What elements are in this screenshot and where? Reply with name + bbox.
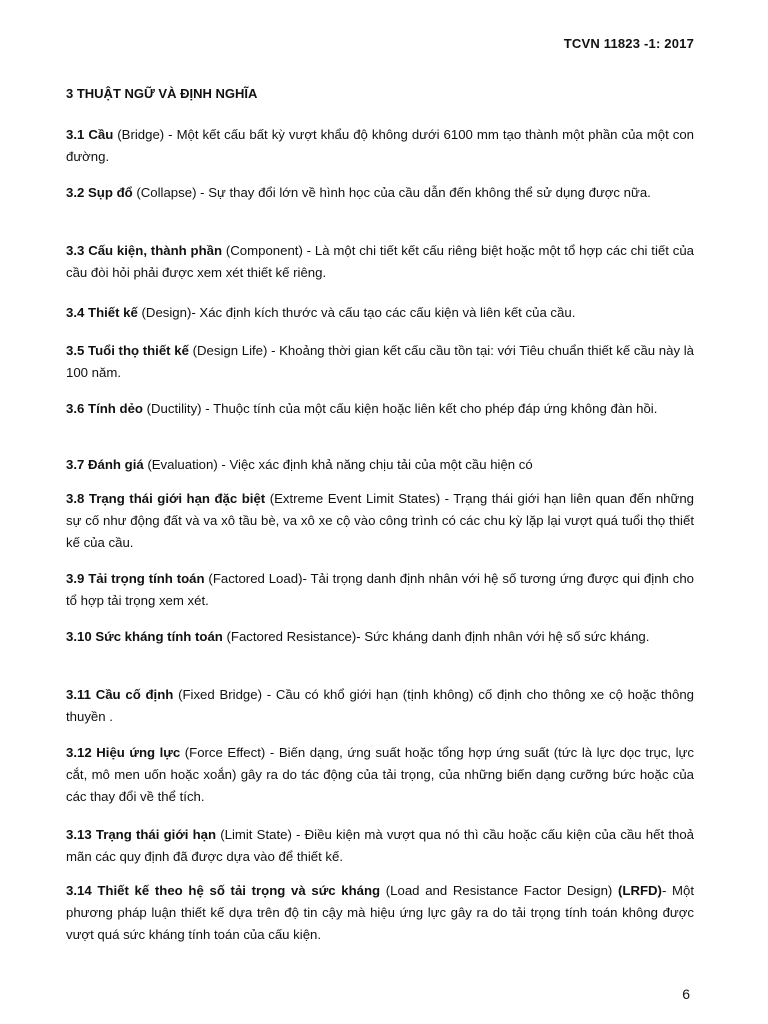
term-3-9	[66, 568, 694, 612]
term-name-vn: Thiết kế theo hệ số tải trọng và sức kháng	[97, 883, 381, 898]
term-name-vn: Tuổi thọ thiết kế	[88, 343, 189, 358]
term-definition: Điều kiện mà vượt qua nó thì cầu hoặc cấu kiện của cầu hết thoả mãn các quy định đã được dựa vào để thiết kế.	[66, 827, 694, 864]
term-name-en: (Evaluation) -	[143, 457, 230, 472]
term-name-en: (Force Effect) -	[180, 745, 279, 760]
term-definition: Cầu có khổ giới hạn (tịnh không) cố định cho thông xe cộ hoặc thông thuyền .	[66, 687, 695, 724]
term-name-en: (Fixed Bridge) -	[173, 687, 276, 702]
term-name-en: (Factored Resistance)-	[222, 629, 365, 644]
term-definition: Thuộc tính của một cấu kiện hoặc liên kết cho phép đáp ứng không đàn hồi.	[213, 401, 658, 416]
term-definition: Sức kháng danh định nhân với hệ số sức kháng.	[364, 629, 650, 644]
term-number: 3.7	[66, 457, 85, 472]
term-name-en: (Factored Load)-	[204, 571, 311, 586]
term-definition: Là một chi tiết kết cấu riêng biệt hoặc một tổ hợp các chi tiết của cầu đòi hỏi phải được xem xét thiết kế riêng.	[66, 243, 694, 280]
term-number: 3.3	[66, 243, 85, 258]
term-name-en: (Load and Resistance Factor Design)	[380, 883, 618, 898]
term-3-14	[66, 880, 694, 946]
term-name-vn: Sụp đổ	[88, 185, 133, 200]
term-name-en: (Design Life) -	[188, 343, 280, 358]
term-definition: Việc xác định khả năng chịu tải của một cầu hiện có	[229, 457, 533, 472]
term-number: 3.12	[66, 745, 92, 760]
term-name-en: (Extreme Event Limit States) -	[265, 491, 454, 506]
term-name-vn: Sức kháng tính toán	[95, 629, 223, 644]
term-number: 3.9	[66, 571, 85, 586]
term-3-3	[66, 240, 694, 284]
term-definition: Tải trọng danh định nhân với hệ số tương ứng được qui định cho tổ hợp tải trọng xem xét.	[66, 571, 694, 608]
term-number: 3.6	[66, 401, 85, 416]
term-name-en: (Bridge) -	[113, 127, 177, 142]
term-3-4	[66, 302, 694, 324]
term-name-en: (Component) -	[222, 243, 315, 258]
term-3-5	[66, 340, 694, 384]
term-3-8	[66, 488, 694, 554]
term-3-13	[66, 824, 694, 868]
term-name-en: (Ductility) -	[142, 401, 214, 416]
term-definition: - Một phương pháp luận thiết kế dựa trên độ tin cậy mà hiệu ứng lực gây ra do tải trọng tính toán không được vượt quá sức kháng tính toán của cấu kiện.	[66, 883, 695, 942]
term-number: 3.5	[66, 343, 85, 358]
term-name-en: (Collapse) -	[132, 185, 209, 200]
term-3-2	[66, 182, 694, 204]
term-name-vn: Đánh giá	[88, 457, 144, 472]
term-3-10	[66, 626, 694, 648]
term-definition: Một kết cấu bất kỳ vượt khẩu độ không dưới 6100 mm tạo thành một phần của một con đường.	[66, 127, 694, 164]
term-3-12	[66, 742, 694, 808]
term-number: 3.4	[66, 305, 85, 320]
term-name-vn: Trạng thái giới hạn	[95, 827, 217, 842]
term-name-vn: Tính dẻo	[88, 401, 143, 416]
term-number: 3.10	[66, 629, 92, 644]
section-title: 3 THUẬT NGỮ VÀ ĐỊNH NGHĨA	[66, 86, 258, 101]
term-definition: Xác định kích thước và cấu tạo các cấu kiện và liên kết của cầu.	[199, 305, 576, 320]
term-number: 3.14	[66, 883, 92, 898]
term-3-6	[66, 398, 694, 420]
term-name-vn: Cầu	[88, 127, 114, 142]
term-number: 3.2	[66, 185, 85, 200]
term-name-en: (Design)-	[137, 305, 200, 320]
term-definition: Khoảng thời gian kết cấu cầu tồn tại: với Tiêu chuẩn thiết kế cầu này là 100 năm.	[66, 343, 694, 380]
term-name-vn: Cầu cố định	[95, 687, 174, 702]
term-number: 3.13	[66, 827, 92, 842]
term-abbreviation: (LRFD)	[618, 883, 662, 898]
term-name-vn: Cấu kiện, thành phần	[88, 243, 223, 258]
term-name-vn: Thiết kế	[88, 305, 138, 320]
term-number: 3.1	[66, 127, 85, 142]
term-definition: Biến dạng, ứng suất hoặc tổng hợp ứng suất (tức là lực dọc trục, lực cắt, mô men uốn hoặc xoắn) gây ra do tác động của tải trọng, của những biến dạng cưỡng bức hoặc của các thay đổi về thể tích.	[66, 745, 694, 804]
term-definition: Trạng thái giới hạn liên quan đến những sự cố như động đất và va xô tầu bè, va xô xe cộ vào công trình có các chu kỳ lặp lại vượt quá tuổi thọ thiết kế của cầu.	[66, 491, 694, 550]
page-number: 6	[682, 986, 690, 1002]
standard-code-header: TCVN 11823 -1: 2017	[563, 36, 694, 51]
term-3-11	[66, 684, 694, 728]
term-number: 3.8	[66, 491, 85, 506]
term-name-vn: Hiệu ứng lực	[96, 745, 181, 760]
term-number: 3.11	[66, 687, 91, 702]
term-name-en: (Limit State) -	[216, 827, 305, 842]
term-name-vn: Tải trọng tính toán	[88, 571, 205, 586]
term-name-vn: Trạng thái giới hạn đặc biệt	[88, 491, 266, 506]
term-3-7	[66, 454, 694, 476]
term-3-1	[66, 124, 694, 168]
term-definition: Sự thay đổi lớn về hình học của cầu dẫn đến không thể sử dụng được nữa.	[208, 185, 651, 200]
